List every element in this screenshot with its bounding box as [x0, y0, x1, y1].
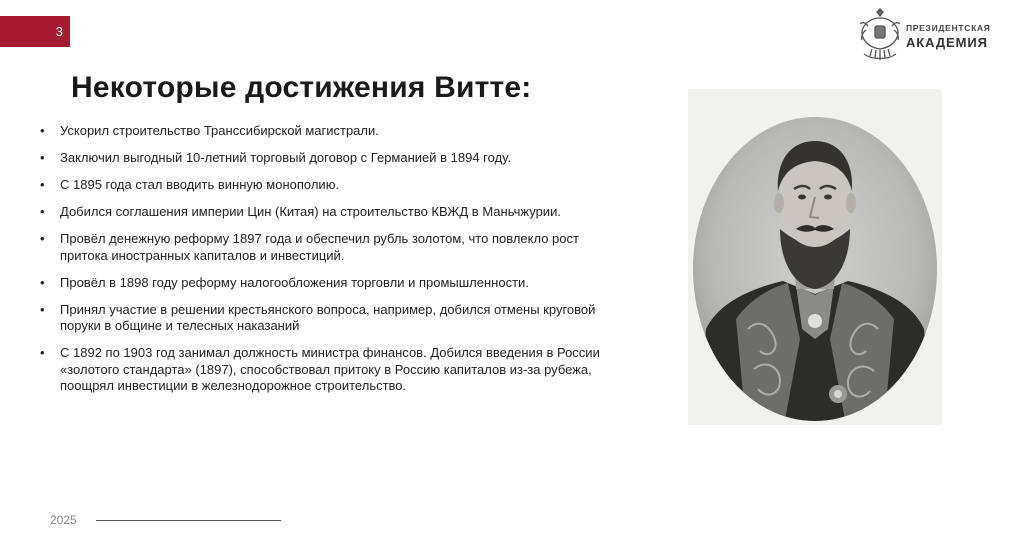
- slide-title: Некоторые достижения Витте:: [71, 71, 532, 104]
- list-item: [40, 231, 600, 264]
- bullet-icon: •: [40, 123, 45, 138]
- footer-divider: [96, 520, 281, 521]
- bullet-icon: •: [40, 301, 45, 317]
- list-item-text: Ускорил строительство Транссибирской магистрали.: [60, 123, 379, 138]
- bullet-icon: •: [40, 150, 45, 165]
- list-item: [40, 177, 600, 194]
- list-item: [40, 345, 600, 395]
- bullet-icon: •: [40, 345, 45, 360]
- list-item-text: Добился соглашения империи Цин (Китая) на строительство КВЖД в Маньчжурии.: [60, 204, 561, 219]
- footer-year: 2025: [50, 513, 77, 527]
- slide-number: 3: [55, 24, 63, 39]
- bullet-icon: •: [40, 177, 45, 192]
- list-item: [40, 204, 600, 221]
- list-item-text: Провёл в 1898 году реформу налогообложения торговли и промышленности.: [60, 274, 529, 290]
- list-item: [40, 150, 600, 167]
- bullet-icon: •: [40, 274, 45, 290]
- list-item: [40, 275, 600, 292]
- achievements-list: [40, 123, 600, 405]
- list-item: [40, 302, 600, 335]
- list-item-text: Провёл денежную реформу 1897 года и обеспечил рубль золотом, что повлекло рост притока иностранных капиталов и инвестиций.: [60, 231, 579, 263]
- list-item-text: С 1895 года стал вводить винную монополию.: [60, 177, 340, 192]
- bullet-icon: •: [40, 231, 45, 246]
- witte-portrait: [688, 89, 942, 425]
- double-headed-eagle-icon: [858, 8, 902, 64]
- list-item: [40, 123, 600, 140]
- logo-text-line2: АКАДЕМИЯ: [906, 35, 988, 50]
- bullet-icon: •: [40, 204, 45, 219]
- list-item-text: С 1892 по 1903 год занимал должность министра финансов. Добился введения в России «золотого стандарта» (1897), способствовал притоку в Россию капиталов из-за рубежа, поощрял инвестиции в железнодорожное строительство.: [60, 345, 600, 393]
- list-item-text: Заключил выгодный 10-летний торговый договор с Германией в 1894 году.: [60, 150, 511, 165]
- presidential-academy-logo: [858, 8, 998, 66]
- logo-text-line1: ПРЕЗИДЕНТСКАЯ: [906, 23, 991, 33]
- slide-number-bar: [0, 16, 70, 47]
- list-item-text: Принял участие в решении крестьянского вопроса, например, добился отмены круговой поруки в общине и телесных наказаний: [60, 301, 596, 333]
